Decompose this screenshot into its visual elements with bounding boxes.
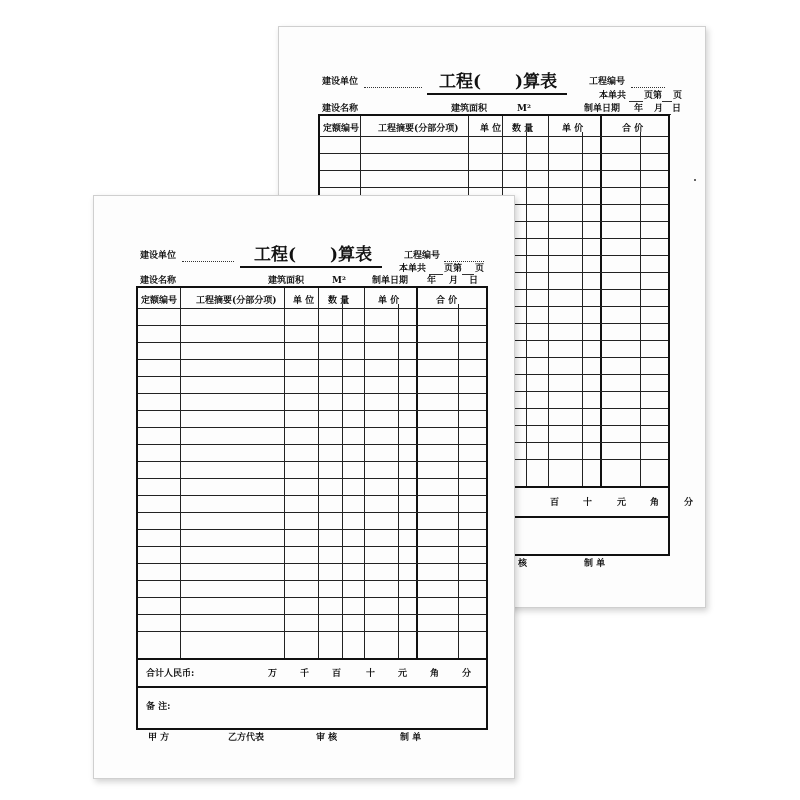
build-unit-line	[182, 261, 234, 262]
page-unit-label: 页第	[644, 91, 663, 101]
front-grid: 定额编号 工程摘要(分部分项) 单 位 数 量 单 价 合 价 合计人民币: 万 千 百 十 元 角 分 备 注:	[136, 286, 488, 730]
header-summary: 工程摘要(分部分项)	[378, 124, 459, 134]
project-no-line	[631, 87, 665, 88]
header-qty: 数 量	[512, 124, 534, 134]
build-unit-line	[364, 87, 422, 88]
back-form-sheet: 建设单位 工程( )算表 工程编号 本单共 页第 页 建设名称 建筑面积 M² 制单日期 年 月 日 定额编号 工程摘要(分部分项) 单 位 数 量 单 价 合 价 百 十 元 角 分 核 制 单	[278, 26, 706, 608]
header-unit: 单 位	[293, 296, 315, 306]
pages-label: 本单共	[599, 91, 627, 101]
party-b-rep-label: 乙方代表	[228, 733, 265, 743]
remark-label: 备 注:	[146, 702, 171, 712]
form-title: 工程( )算表	[254, 245, 373, 265]
project-no-line	[444, 261, 484, 262]
total-rmb-label: 合计人民币:	[146, 669, 195, 679]
header-unit: 单 位	[480, 124, 502, 134]
project-no-label: 工程编号	[404, 251, 441, 261]
build-unit-label: 建设单位	[322, 77, 359, 87]
header-amount: 合 价	[622, 124, 644, 134]
header-quota-no: 定额编号	[323, 124, 360, 134]
pages-label: 本单共	[399, 264, 427, 274]
title-underline	[240, 266, 382, 268]
party-a-label: 甲 方	[148, 733, 170, 743]
header-quota-no: 定额编号	[141, 296, 178, 306]
header-qty: 数 量	[328, 296, 350, 306]
area-unit: M²	[332, 276, 346, 286]
build-name-label: 建设名称	[140, 276, 177, 286]
form-title: 工程( )算表	[439, 72, 558, 92]
header-price: 单 价	[562, 124, 584, 134]
build-area-label: 建筑面积	[451, 104, 488, 114]
front-form-sheet: 建设单位 工程( )算表 工程编号 本单共 页第 页 建设名称 建筑面积 M² 制单日期 年 月 日 定额编号 工程摘要(分部分项) 单 位 数 量 单 价 合 价 合计人民币: 万 千 百 十 元 角 分 备 注: 甲 方 乙方代表 审 核 制 单	[93, 195, 515, 779]
build-name-label: 建设名称	[322, 104, 359, 114]
area-unit: M²	[517, 104, 531, 114]
page-unit-label: 页第	[444, 264, 463, 274]
project-no-label: 工程编号	[589, 77, 626, 87]
header-amount: 合 价	[436, 296, 458, 306]
header-summary: 工程摘要(分部分项)	[196, 296, 277, 306]
review-label: 审 核	[316, 733, 338, 743]
build-unit-label: 建设单位	[140, 251, 177, 261]
prepared-by-label: 制 单	[400, 733, 422, 743]
back-grid: 定额编号 工程摘要(分部分项) 单 位 数 量 单 价 合 价 百 十 元 角 分	[318, 114, 670, 556]
title-underline	[427, 93, 567, 95]
build-area-label: 建筑面积	[268, 276, 305, 286]
made-date-label: 制单日期	[372, 276, 409, 286]
header-price: 单 价	[378, 296, 400, 306]
made-date-label: 制单日期	[584, 104, 621, 114]
